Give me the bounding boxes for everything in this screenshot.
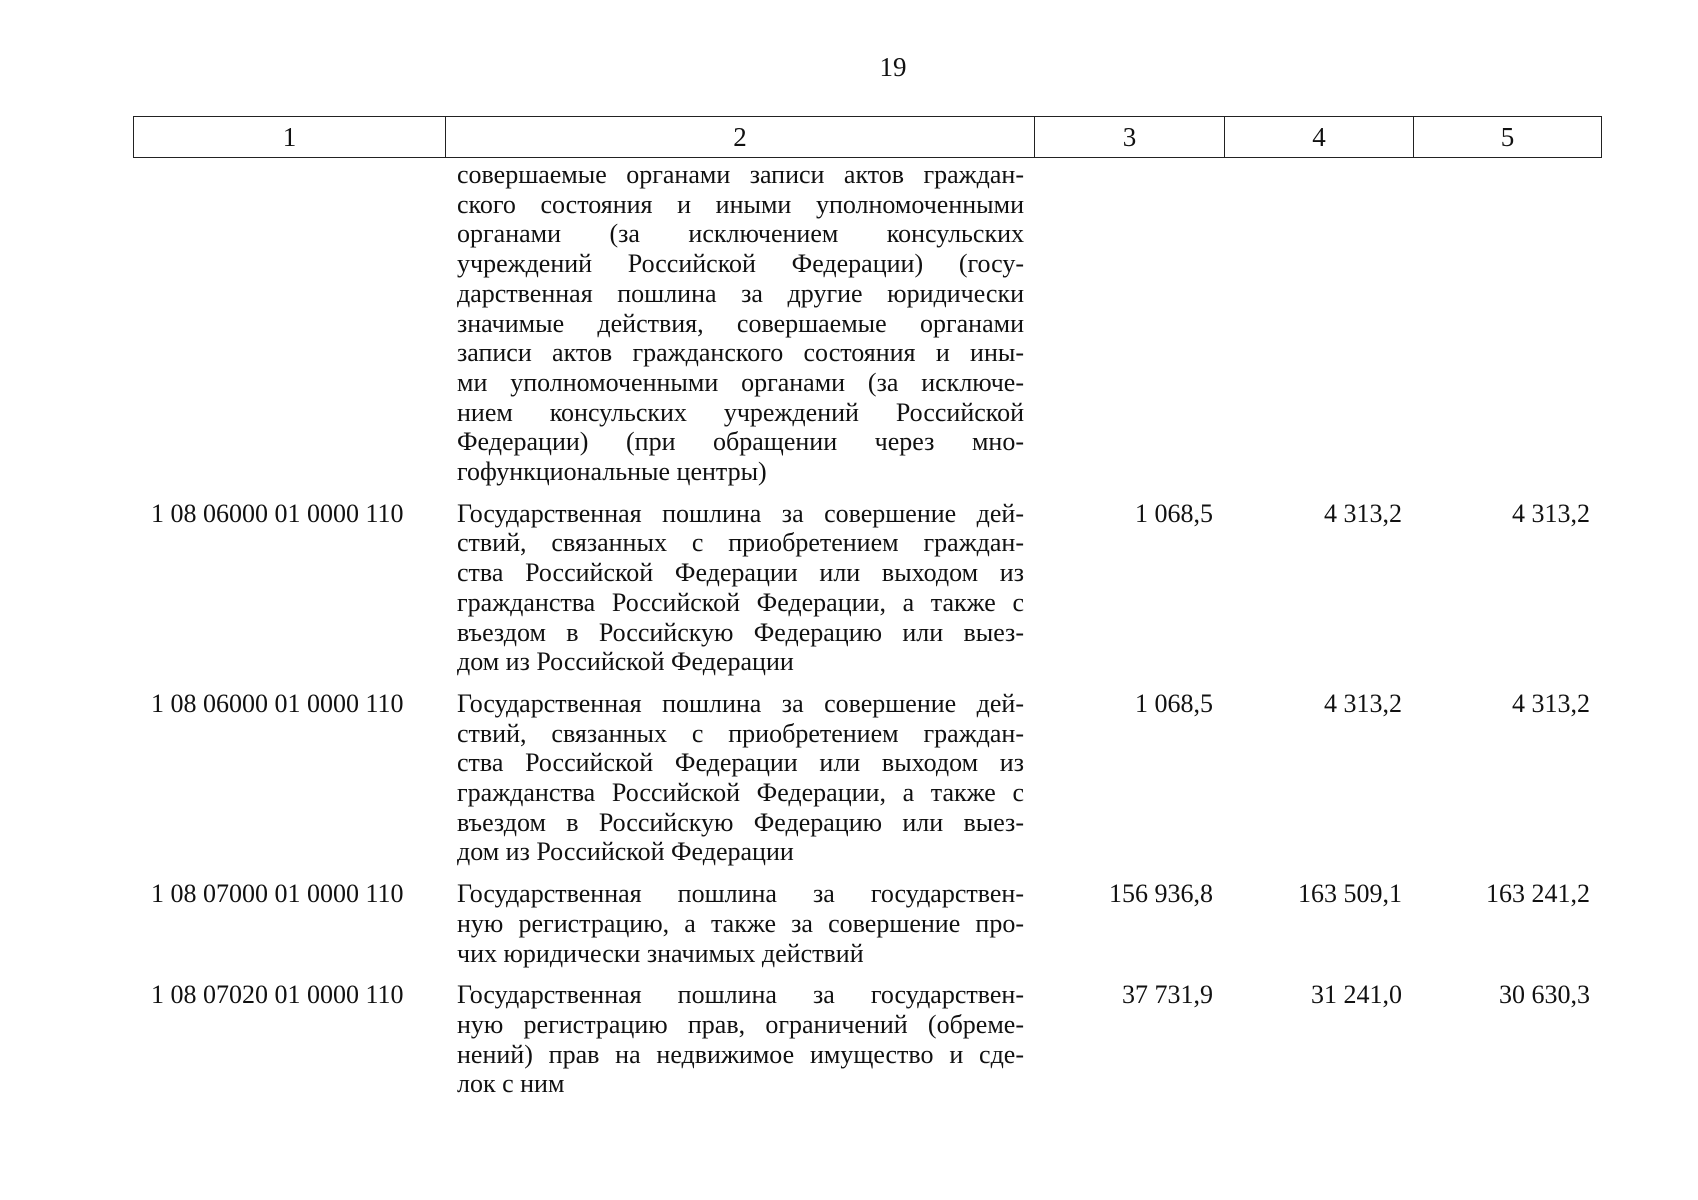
page-number: 19 <box>879 52 907 82</box>
description-line: гражданства Российской Федерации, а также с <box>457 778 1024 808</box>
column-header-table <box>133 116 1602 158</box>
amount-cell-col3: 1 068,5 <box>1135 688 1213 718</box>
amount-cell-col5: 4 313,2 <box>1512 688 1590 718</box>
description-line: нием консульских учреждений Российской <box>457 397 1024 427</box>
description-line: дом из Российской Федерации <box>457 647 794 677</box>
column-header-row <box>134 117 1602 158</box>
description-line: въездом в Российскую Федерацию или выез- <box>457 807 1024 837</box>
description-line: совершаемые органами записи актов граждан- <box>457 160 1024 189</box>
table-row <box>133 160 1601 487</box>
description-cell <box>445 689 1034 867</box>
budget-code-cell <box>133 160 445 487</box>
description-line: значимые действия, совершаемые органами <box>457 308 1024 338</box>
description-line: Государственная пошлина за государствен- <box>457 879 1024 909</box>
description-line: Государственная пошлина за государствен- <box>457 980 1024 1010</box>
column-header-3: 3 <box>1035 117 1225 158</box>
amount-cell-col4: 163 509,1 <box>1298 879 1402 909</box>
description-line: ную регистрацию прав, ограничений (обреме- <box>457 1009 1024 1039</box>
amount-cell-col3: 1 068,5 <box>1135 498 1213 528</box>
amount-cell-col5: 163 241,2 <box>1486 879 1590 909</box>
amount-cell-col5 <box>1413 160 1601 487</box>
amount-cell-col5: 4 313,2 <box>1512 498 1590 528</box>
column-header-1: 1 <box>134 117 446 158</box>
amount-cell-col4 <box>1224 160 1413 487</box>
description-line: записи актов гражданского состояния и ины- <box>457 338 1024 368</box>
description-line: гражданства Российской Федерации, а также с <box>457 587 1024 617</box>
description-line: Государственная пошлина за совершение дей- <box>457 498 1024 528</box>
description-line: ствий, связанных с приобретением граждан- <box>457 718 1024 748</box>
description-line: ную регистрацию, а также за совершение про- <box>457 908 1024 938</box>
description-cell <box>445 499 1034 677</box>
description-line: ства Российской Федерации или выходом из <box>457 558 1024 588</box>
table-row <box>133 879 1601 968</box>
budget-code-cell: 1 08 06000 01 0000 110 <box>151 688 404 718</box>
amount-cell-col3 <box>1034 160 1224 487</box>
description-line: ского состояния и иными уполномоченными <box>457 189 1024 219</box>
budget-code-cell: 1 08 06000 01 0000 110 <box>151 498 404 528</box>
table-row <box>133 499 1601 677</box>
description-line: учреждений Российской Федерации) (госу- <box>457 249 1024 279</box>
description-line: ствий, связанных с приобретением граждан- <box>457 528 1024 558</box>
description-line: Федерации) (при обращении через мно- <box>457 427 1024 457</box>
description-line: ми уполномоченными органами (за исключе- <box>457 367 1024 397</box>
description-line: чих юридически значимых действий <box>457 938 864 968</box>
description-line: въездом в Российскую Федерацию или выез- <box>457 617 1024 647</box>
amount-cell-col3: 156 936,8 <box>1109 879 1213 909</box>
amount-cell-col4: 4 313,2 <box>1324 498 1402 528</box>
description-line: ства Российской Федерации или выходом из <box>457 748 1024 778</box>
amount-cell-col4: 4 313,2 <box>1324 688 1402 718</box>
budget-code-cell: 1 08 07020 01 0000 110 <box>151 980 404 1010</box>
column-header-5: 5 <box>1414 117 1602 158</box>
description-line: нений) прав на недвижимое имущество и сде- <box>457 1039 1024 1069</box>
description-line: лок с ним <box>457 1069 565 1099</box>
column-header-2: 2 <box>446 117 1035 158</box>
description-line: органами (за исключением консульских <box>457 219 1024 249</box>
description-line: дом из Российской Федерации <box>457 837 794 867</box>
description-line: дарственная пошлина за другие юридически <box>457 278 1024 308</box>
amount-cell-col5: 30 630,3 <box>1499 980 1590 1010</box>
table-row <box>133 689 1601 867</box>
description-line: гофункциональные центры) <box>457 457 767 487</box>
table-body <box>133 160 1601 1111</box>
description-line: Государственная пошлина за совершение дей- <box>457 688 1024 718</box>
description-cell <box>445 879 1034 968</box>
amount-cell-col4: 31 241,0 <box>1311 980 1402 1010</box>
description-cell <box>445 160 1034 487</box>
amount-cell-col3: 37 731,9 <box>1122 980 1213 1010</box>
budget-code-cell: 1 08 07000 01 0000 110 <box>151 879 404 909</box>
description-cell <box>445 980 1034 1099</box>
table-row <box>133 980 1601 1099</box>
column-header-4: 4 <box>1225 117 1414 158</box>
